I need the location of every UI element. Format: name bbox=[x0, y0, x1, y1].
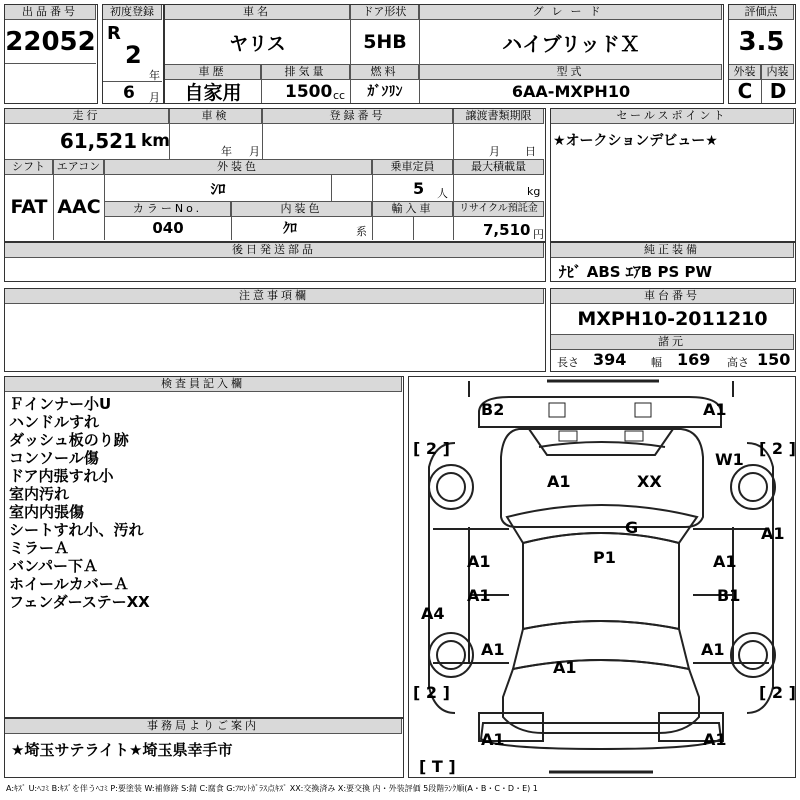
fuel-label: 燃料 bbox=[351, 65, 419, 80]
era: R bbox=[107, 23, 121, 44]
mileage: 61,521 bbox=[59, 129, 137, 153]
capacity-label: 乗車定員 bbox=[373, 160, 453, 175]
reg-month-unit: 月 bbox=[149, 91, 160, 104]
reg-year: 2 bbox=[125, 41, 142, 69]
equipment-label: 純正装備 bbox=[551, 243, 794, 258]
inspector-remarks bbox=[9, 395, 150, 611]
grade-label: グレード bbox=[420, 5, 722, 20]
reg-year-unit: 年 bbox=[149, 69, 160, 82]
bracket-bottom-left: [ 2 ] bbox=[413, 683, 450, 702]
remark-line: 室内汚れ bbox=[9, 485, 70, 503]
width-label: 幅 bbox=[651, 356, 662, 369]
damage-w1: W1 bbox=[715, 450, 744, 469]
model-code: 6AA-MXPH10 bbox=[511, 81, 631, 101]
remark-line: ハンドルすれ bbox=[9, 413, 100, 431]
damage-door-left-top: A1 bbox=[467, 552, 491, 571]
first-registration-box bbox=[102, 4, 164, 104]
damage-top-right: A1 bbox=[703, 400, 727, 419]
interior-color: ｸﾛ bbox=[283, 221, 297, 237]
door-type: 5HB bbox=[363, 31, 407, 53]
sales-point-text: ★オークションデビュー★ bbox=[553, 133, 718, 149]
color-no-label: カラーNo. bbox=[105, 202, 231, 217]
remark-line: バンパー下Ａ bbox=[9, 557, 98, 575]
wheel-rear-left bbox=[429, 633, 473, 677]
car-diagram bbox=[409, 377, 794, 776]
specs-label: 諸元 bbox=[551, 335, 794, 350]
remark-line: フェンダーステーXX bbox=[9, 593, 150, 611]
wheel-rear-right bbox=[731, 633, 775, 677]
door-label: ドア形状 bbox=[351, 5, 419, 20]
recycle-unit: 円 bbox=[533, 228, 544, 241]
damage-rear-center: A1 bbox=[553, 658, 577, 677]
reg-month: 6 bbox=[123, 83, 135, 103]
windshield-outline bbox=[507, 505, 697, 543]
remark-line: ホイールカバーＡ bbox=[9, 575, 129, 593]
interior-color-unit: 系 bbox=[356, 225, 367, 238]
inspection-label: 車検 bbox=[170, 109, 262, 124]
damage-rear-left: A1 bbox=[481, 640, 505, 659]
damage-diagram-box bbox=[408, 376, 796, 778]
transfer-deadline-label: 譲渡書類期限 bbox=[454, 109, 544, 124]
interior-grade: D bbox=[769, 79, 787, 103]
ac: AAC bbox=[57, 196, 101, 218]
plate-label: 登録番号 bbox=[263, 109, 453, 124]
interior-color-label: 内装色 bbox=[232, 202, 372, 217]
damage-right-side: A1 bbox=[761, 524, 785, 543]
right-side-outline bbox=[747, 443, 773, 713]
grade: ハイブリッドＸ bbox=[502, 31, 640, 56]
exterior-color: ｼﾛ bbox=[210, 179, 226, 198]
color-label: 外装色 bbox=[105, 160, 372, 175]
chassis-box bbox=[550, 288, 796, 372]
remark-line: コンソール傷 bbox=[9, 449, 99, 467]
inspection-year-unit: 年 bbox=[221, 145, 232, 158]
remark-line: ダッシュ板のり跡 bbox=[9, 431, 129, 449]
lot-number: 22052 bbox=[5, 27, 96, 57]
shift-label: シフト bbox=[5, 160, 53, 175]
evaluation-box bbox=[728, 4, 796, 104]
bracket-bottom-right: [ 2 ] bbox=[759, 683, 796, 702]
trunk-label: [ T ] bbox=[419, 757, 456, 776]
recycle-fee: 7,510 bbox=[483, 221, 531, 239]
first-registration-label: 初度登録 bbox=[103, 5, 162, 20]
capacity: 5 bbox=[413, 179, 425, 198]
office-label: 事務局よりご案内 bbox=[5, 719, 402, 734]
notes-box bbox=[4, 288, 546, 372]
damage-door-right-top: A1 bbox=[713, 552, 737, 571]
sales-point-box bbox=[550, 108, 796, 242]
chassis-label: 車台番号 bbox=[551, 289, 794, 304]
inspection-month-unit: 月 bbox=[249, 145, 260, 158]
remark-line: ミラーＡ bbox=[9, 539, 70, 557]
details-box bbox=[4, 108, 546, 242]
remark-line: 室内内張傷 bbox=[9, 503, 85, 521]
chassis-number: MXPH10-2011210 bbox=[577, 308, 768, 330]
vehicle-box bbox=[164, 4, 724, 104]
bracket-top-left: [ 2 ] bbox=[413, 439, 450, 458]
vehicle-history: 自家用 bbox=[184, 81, 242, 104]
damage-rear-right: A1 bbox=[701, 640, 725, 659]
damage-left-a4: A4 bbox=[421, 604, 445, 623]
office-box bbox=[4, 718, 404, 778]
mileage-label: 走行 bbox=[5, 109, 169, 124]
equipment-text: ﾅﾋﾞ ABS ｴｱB PS PW bbox=[559, 263, 713, 281]
left-side-outline bbox=[429, 443, 455, 713]
wheel-front-left bbox=[429, 465, 473, 509]
recycle-label: リサイクル預託金 bbox=[454, 202, 544, 217]
exterior-label: 外装 bbox=[729, 65, 761, 80]
car-name: ヤリス bbox=[229, 32, 286, 55]
front-bumper-outline bbox=[479, 397, 721, 427]
remark-line: ドア内張すれ小 bbox=[9, 467, 114, 485]
shift: FAT bbox=[10, 196, 48, 218]
wheel-front-right bbox=[731, 465, 775, 509]
exterior-grade: C bbox=[737, 79, 753, 103]
displacement-unit: cc bbox=[333, 89, 346, 102]
later-parts-label: 後日発送部品 bbox=[5, 243, 544, 258]
damage-roof-center: P1 bbox=[593, 548, 616, 567]
displacement-label: 排気量 bbox=[262, 65, 350, 80]
width: 169 bbox=[677, 350, 711, 369]
damage-door-right-bottom: B1 bbox=[717, 586, 741, 605]
inspector-box bbox=[4, 376, 404, 718]
equipment-box bbox=[550, 242, 796, 282]
damage-top-left: B2 bbox=[481, 400, 505, 419]
max-load-label: 最大積載量 bbox=[454, 160, 544, 175]
transfer-month-unit: 月 bbox=[489, 145, 500, 158]
inspector-label: 検査員記入欄 bbox=[5, 377, 402, 392]
max-load-unit: kg bbox=[527, 185, 541, 198]
mileage-unit: km bbox=[141, 131, 171, 151]
evaluation-score: 3.5 bbox=[738, 27, 785, 57]
ac-label: エアコン bbox=[54, 160, 104, 175]
damage-bottom-left: A1 bbox=[481, 730, 505, 749]
name-label: 車名 bbox=[165, 5, 350, 20]
length: 394 bbox=[593, 350, 627, 369]
length-label: 長さ bbox=[557, 356, 579, 369]
damage-legend: A:ｷｽﾞ U:ﾍｺﾐ B:ｷｽﾞを伴うﾍｺﾐ P:要塗装 W:補修跡 S:錆 C:腐食 G:ﾌﾛﾝﾄｶﾞﾗｽ点ｷｽﾞ XX:交換済み X:要交換 内・外装評価 5段階ﾗﾝｸ順(A・B・C・D・E) 1 bbox=[6, 784, 538, 793]
height-label: 高さ bbox=[727, 356, 749, 369]
interior-label: 内装 bbox=[762, 65, 794, 80]
sales-point-label: セールスポイント bbox=[551, 109, 794, 124]
history-label: 車歴 bbox=[165, 65, 261, 80]
damage-door-left-bottom: A1 bbox=[467, 586, 491, 605]
damage-bottom-right: A1 bbox=[703, 730, 727, 749]
bracket-top-right: [ 2 ] bbox=[759, 439, 796, 458]
fuel: ｶﾞｿﾘﾝ bbox=[367, 84, 403, 100]
model-label: 型式 bbox=[420, 65, 722, 80]
height: 150 bbox=[757, 350, 791, 369]
notes-label: 注意事項欄 bbox=[5, 289, 544, 304]
color-no: 040 bbox=[152, 219, 184, 237]
transfer-day-unit: 日 bbox=[525, 145, 536, 158]
damage-hood-right: XX bbox=[637, 472, 662, 491]
import-label: 輸入車 bbox=[373, 202, 453, 217]
damage-hood-left: A1 bbox=[547, 472, 571, 491]
remark-line: シートすれ小、汚れ bbox=[9, 521, 144, 539]
evaluation-label: 評価点 bbox=[729, 5, 794, 20]
remark-line: Ｆインナー小U bbox=[9, 395, 112, 413]
lot-box bbox=[4, 4, 98, 104]
later-parts-box bbox=[4, 242, 546, 282]
lot-label: 出品番号 bbox=[5, 5, 96, 20]
capacity-unit: 人 bbox=[437, 187, 448, 200]
damage-roof-g: G bbox=[625, 518, 639, 537]
displacement: 1500 bbox=[285, 82, 333, 102]
office-text: ★埼玉サテライト★埼玉県幸手市 bbox=[11, 741, 233, 759]
